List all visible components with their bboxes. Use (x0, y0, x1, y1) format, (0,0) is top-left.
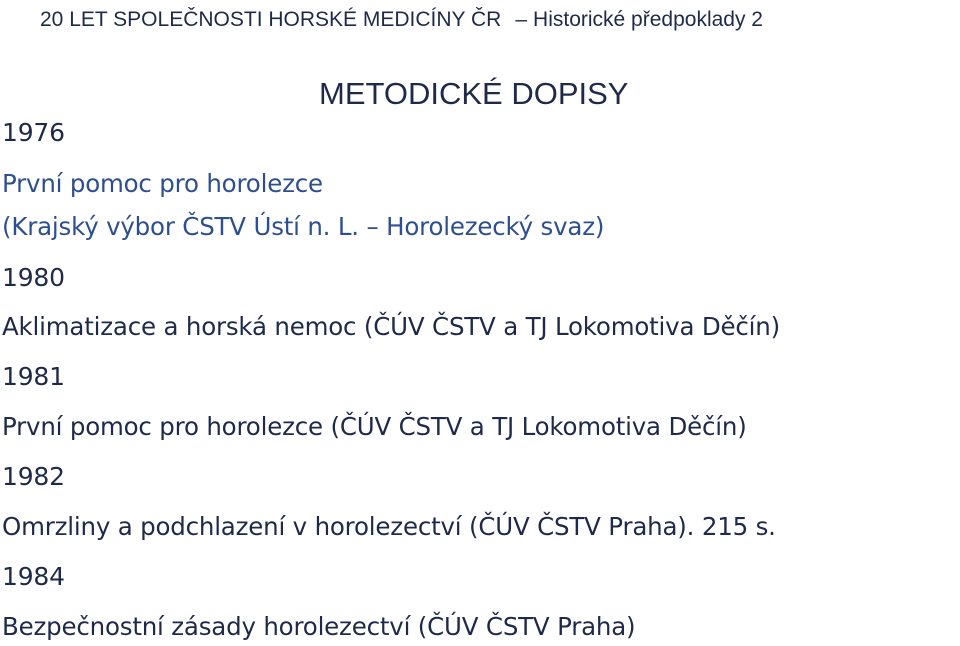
entry-year: 1982 (2, 462, 65, 491)
entry-text: (Krajský výbor ČSTV Ústí n. L. – Horolezecký svaz) (2, 212, 605, 241)
entry-year: 1984 (2, 562, 65, 591)
entry-text: Aklimatizace a horská nemoc (ČÚV ČSTV a TJ Lokomotiva Děčín) (2, 312, 780, 341)
page-title: METODICKÉ DOPISY (319, 76, 629, 111)
entry-year: 1981 (2, 362, 65, 391)
entry-text: První pomoc pro horolezce (ČÚV ČSTV a TJ Lokomotiva Děčín) (2, 412, 747, 441)
slide-header (40, 6, 960, 34)
header-separator: – (515, 8, 528, 31)
entry-text: První pomoc pro horolezce (2, 169, 323, 198)
entry-year: 1976 (2, 118, 65, 147)
header-slide-title: Historické předpoklady 2 (533, 8, 763, 31)
header-series-title: 20 LET SPOLEČNOSTI HORSKÉ MEDICÍNY ČR (40, 8, 502, 31)
entry-text: Omrzliny a podchlazení v horolezectví (ČÚV ČSTV Praha). 215 s. (2, 512, 776, 541)
entry-year: 1980 (2, 263, 65, 292)
entry-text: Bezpečnostní zásady horolezectví (ČÚV ČSTV Praha) (2, 612, 636, 641)
